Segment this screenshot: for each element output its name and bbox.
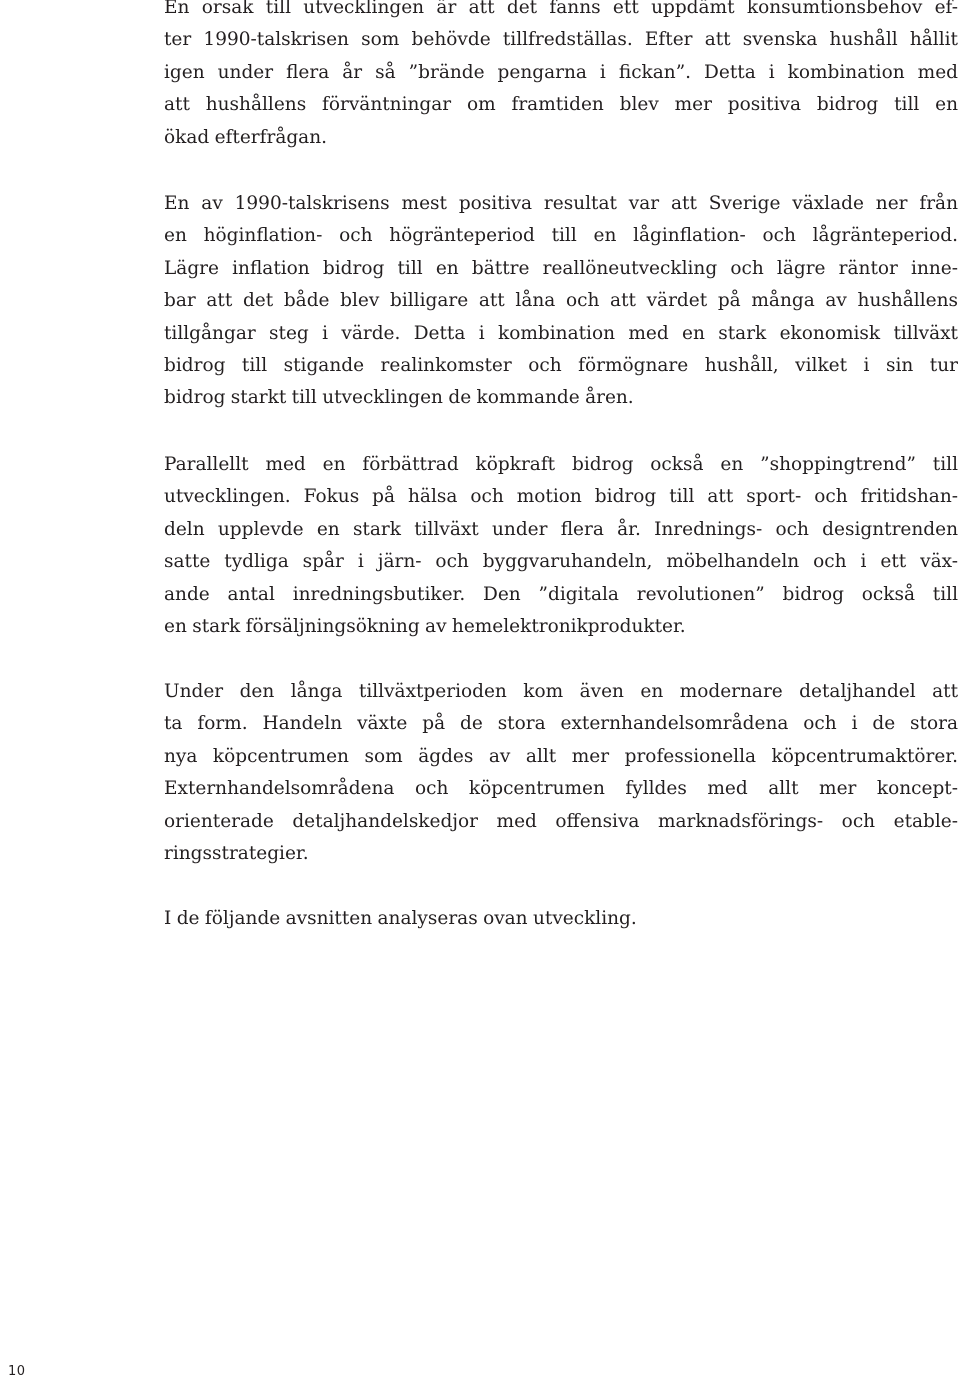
text-line: deln upplevde en stark tillväxt under flera år. Inrednings- och designtrenden <box>164 518 958 540</box>
text-line: Parallellt med en förbättrad köpkraft bidrog också en ”shoppingtrend” till <box>164 454 958 475</box>
text-line: utvecklingen. Fokus på hälsa och motion bidrog till att sport- och fritidshan- <box>164 486 958 508</box>
paragraph-4 <box>164 676 958 870</box>
text-line: ter 1990-talskrisen som behövde tillfredställas. Efter att svenska hushåll hållit <box>164 29 958 51</box>
text-line: orienterade detaljhandelskedjor med offensiva marknadsförings- och etable- <box>164 810 958 832</box>
text-line: I de följande avsnitten analyseras ovan utveckling. <box>164 908 637 929</box>
paragraph-5 <box>164 903 958 935</box>
text-line: bidrog starkt till utvecklingen de kommande åren. <box>164 387 634 409</box>
text-line: en stark försäljningsökning av hemelektronikprodukter. <box>164 616 686 638</box>
paragraph-3 <box>164 449 958 643</box>
page-number: 10 <box>8 1364 26 1379</box>
text-line: bar att det både blev billigare att låna och att värdet på många av hushållens <box>164 290 958 312</box>
text-line: En orsak till utvecklingen är att det fanns ett uppdämt konsumtionsbehov ef- <box>164 0 958 18</box>
text-line: tillgångar steg i värde. Detta i kombination med en stark ekonomisk tillväxt <box>164 322 958 344</box>
paragraph-1 <box>164 0 958 154</box>
text-line: ringsstrategier. <box>164 843 309 865</box>
text-line: ande antal inredningsbutiker. Den ”digitala revolutionen” bidrog också till <box>164 583 958 605</box>
text-line: Lägre inflation bidrog till en bättre reallöneutveckling och lägre räntor inne- <box>164 257 958 279</box>
text-line: En av 1990-talskrisens mest positiva resultat var att Sverige växlade ner från <box>164 193 958 214</box>
text-line: ökad efterfrågan. <box>164 126 328 148</box>
text-line: bidrog till stigande realinkomster och förmögnare hushåll, vilket i sin tur <box>164 355 958 377</box>
text-line: nya köpcentrumen som ägdes av allt mer professionella köpcentrumaktörer. <box>164 745 958 767</box>
text-line: en höginflation- och högränteperiod till en låginflation- och lågränteperiod. <box>164 225 958 247</box>
text-line: igen under flera år så ”brände pengarna i fickan”. Detta i kombination med <box>164 61 958 83</box>
text-line: Under den långa tillväxtperioden kom även en modernare detaljhandel att <box>164 681 958 702</box>
text-line: att hushållens förväntningar om framtiden blev mer positiva bidrog till en <box>164 94 958 116</box>
text-line: Externhandelsområdena och köpcentrumen fylldes med allt mer koncept- <box>164 778 958 800</box>
paragraph-2 <box>164 188 958 415</box>
text-line: satte tydliga spår i järn- och byggvaruhandeln, möbelhandeln och i ett väx- <box>164 551 958 573</box>
text-line: ta form. Handeln växte på de stora externhandelsområdena och i de stora <box>164 713 958 735</box>
